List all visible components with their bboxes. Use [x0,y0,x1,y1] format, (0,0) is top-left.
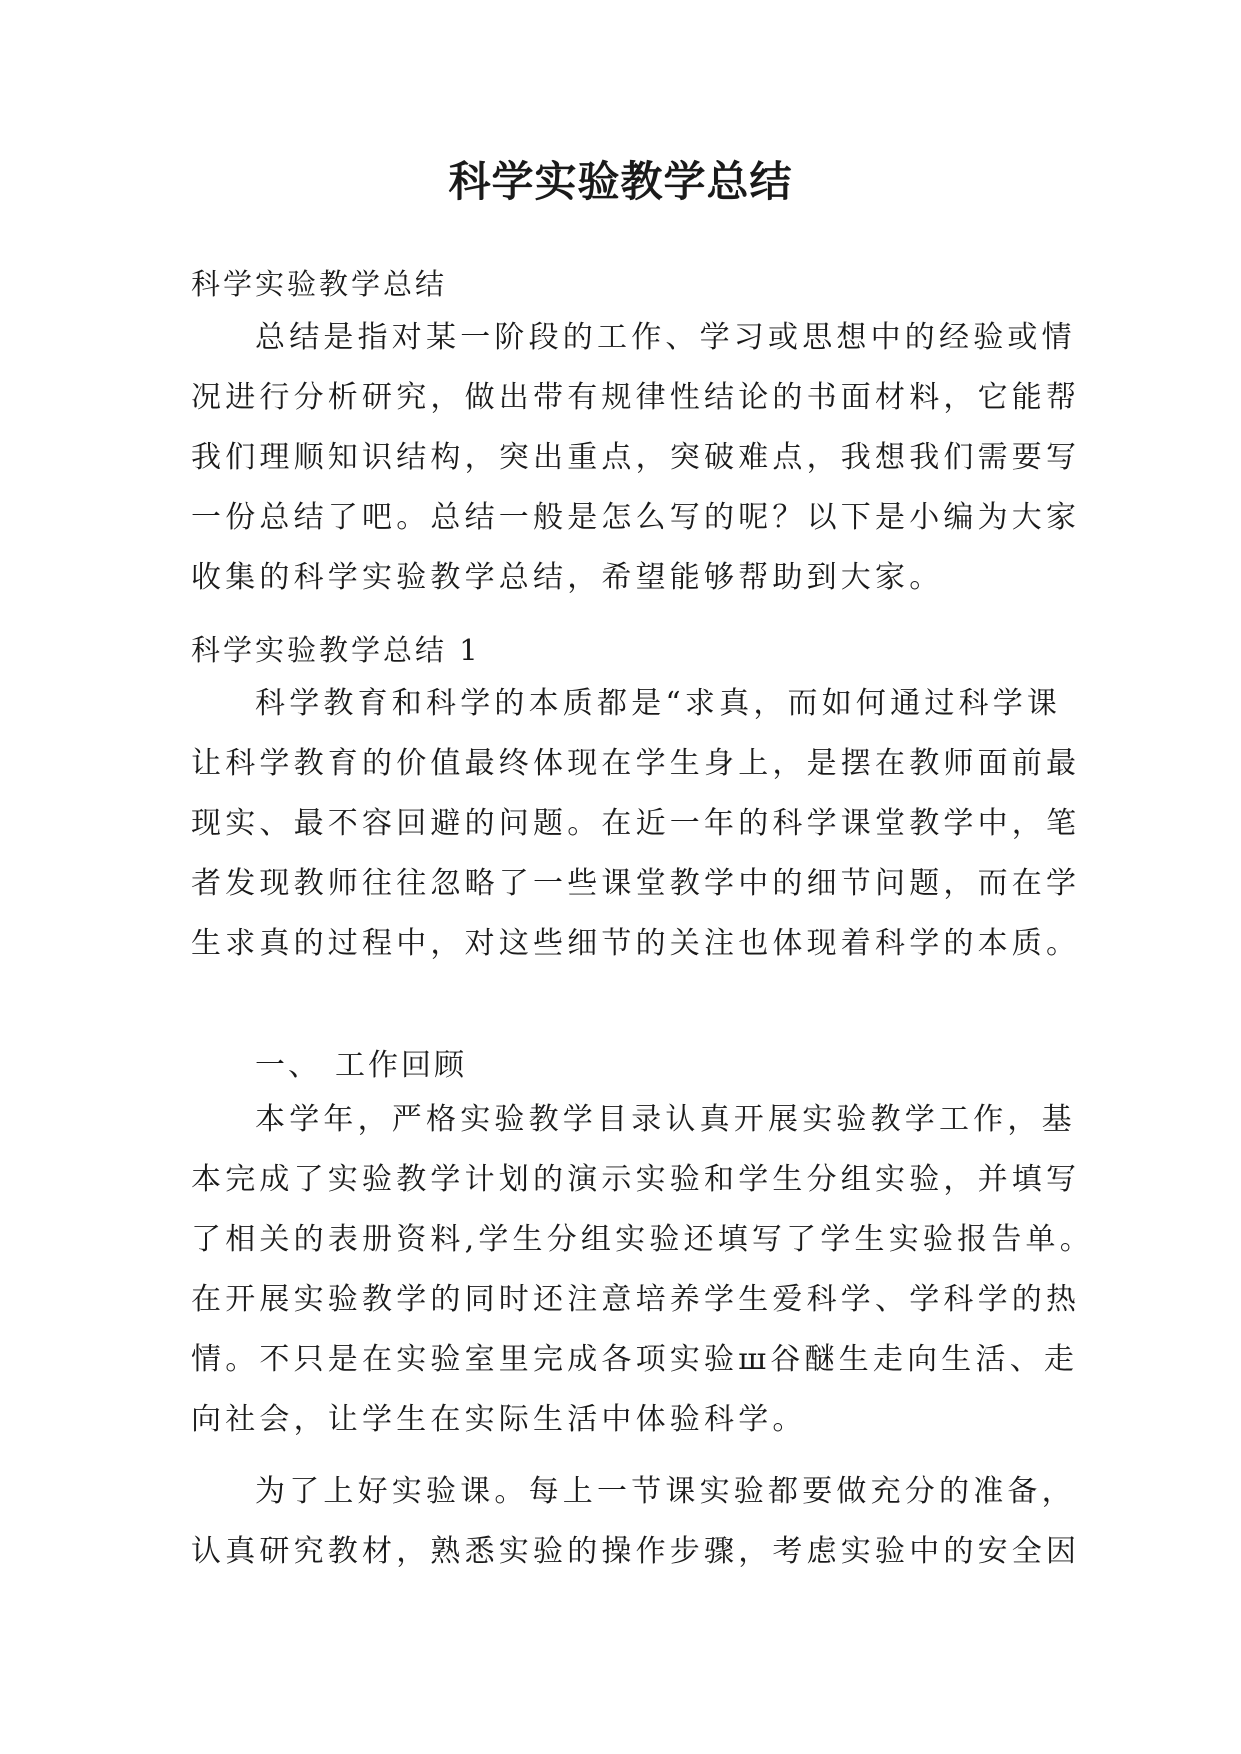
section-1-paragraph-2 [191,1090,1094,1450]
paragraph-line: 本完成了实验教学计划的演示实验和学生分组实验，并填写 [191,1162,1081,1197]
intro-paragraph [191,308,1081,608]
document-title: 科学实验教学总结 [448,157,793,206]
document-subtitle: 科学实验教学总结 [191,267,448,301]
paragraph-line: 现实、最不容回避的问题。在近一年的科学课堂教学中，笔 [191,806,1081,841]
paragraph-line: 本学年，严格实验教学目录认真开展实验教学工作，基 [255,1102,1076,1137]
paragraph-line: 认真研究教材，熟悉实验的操作步骤，考虑实验中的安全因 [191,1534,1081,1569]
paragraph-line: 生求真的过程中，对这些细节的关注也体现着科学的本质。 [191,926,1081,961]
paragraph-line: 我们理顺知识结构，突出重点，突破难点，我想我们需要写 [191,440,1081,475]
section-heading-work-review [255,1046,467,1086]
paragraph-line: 向社会，让学生在实际生活中体验科学。 [191,1402,807,1437]
paragraph-line: 收集的科学实验教学总结，希望能够帮助到大家。 [191,560,944,595]
paragraph-line: 者发现教师往往忽略了一些课堂教学中的细节问题，而在学 [191,866,1081,901]
section-1-paragraph-1 [191,674,1081,974]
heading-number: 一、 [255,1048,321,1083]
section-1-paragraph-3 [191,1462,1081,1582]
paragraph-line: 科学教育和科学的本质都是“求真，而如何通过科学课 [255,686,1062,721]
paragraph-line: 让科学教育的价值最终体现在学生身上，是摆在教师面前最 [191,746,1081,781]
heading-text: 工作回顾 [335,1048,467,1083]
paragraph-line: 总结是指对某一阶段的工作、学习或思想中的经验或情 [255,320,1076,355]
paragraph-line: 情。不只是在实验室里完成各项实验ш谷醚生走向生活、走 [191,1342,1079,1377]
section-1-label: 科学实验教学总结 1 [191,633,481,667]
paragraph-line: 为了上好实验课。每上一节课实验都要做充分的准备， [255,1474,1076,1509]
paragraph-line: 在开展实验教学的同时还注意培养学生爱科学、学科学的热 [191,1282,1081,1317]
paragraph-line: 况进行分析研究，做出带有规律性结论的书面材料，它能帮 [191,380,1081,415]
paragraph-line: 一份总结了吧。总结一般是怎么写的呢？以下是小编为大家 [191,500,1081,535]
paragraph-line: 了相关的表册资料,学生分组实验还填写了学生实验报告单。 [191,1222,1094,1257]
